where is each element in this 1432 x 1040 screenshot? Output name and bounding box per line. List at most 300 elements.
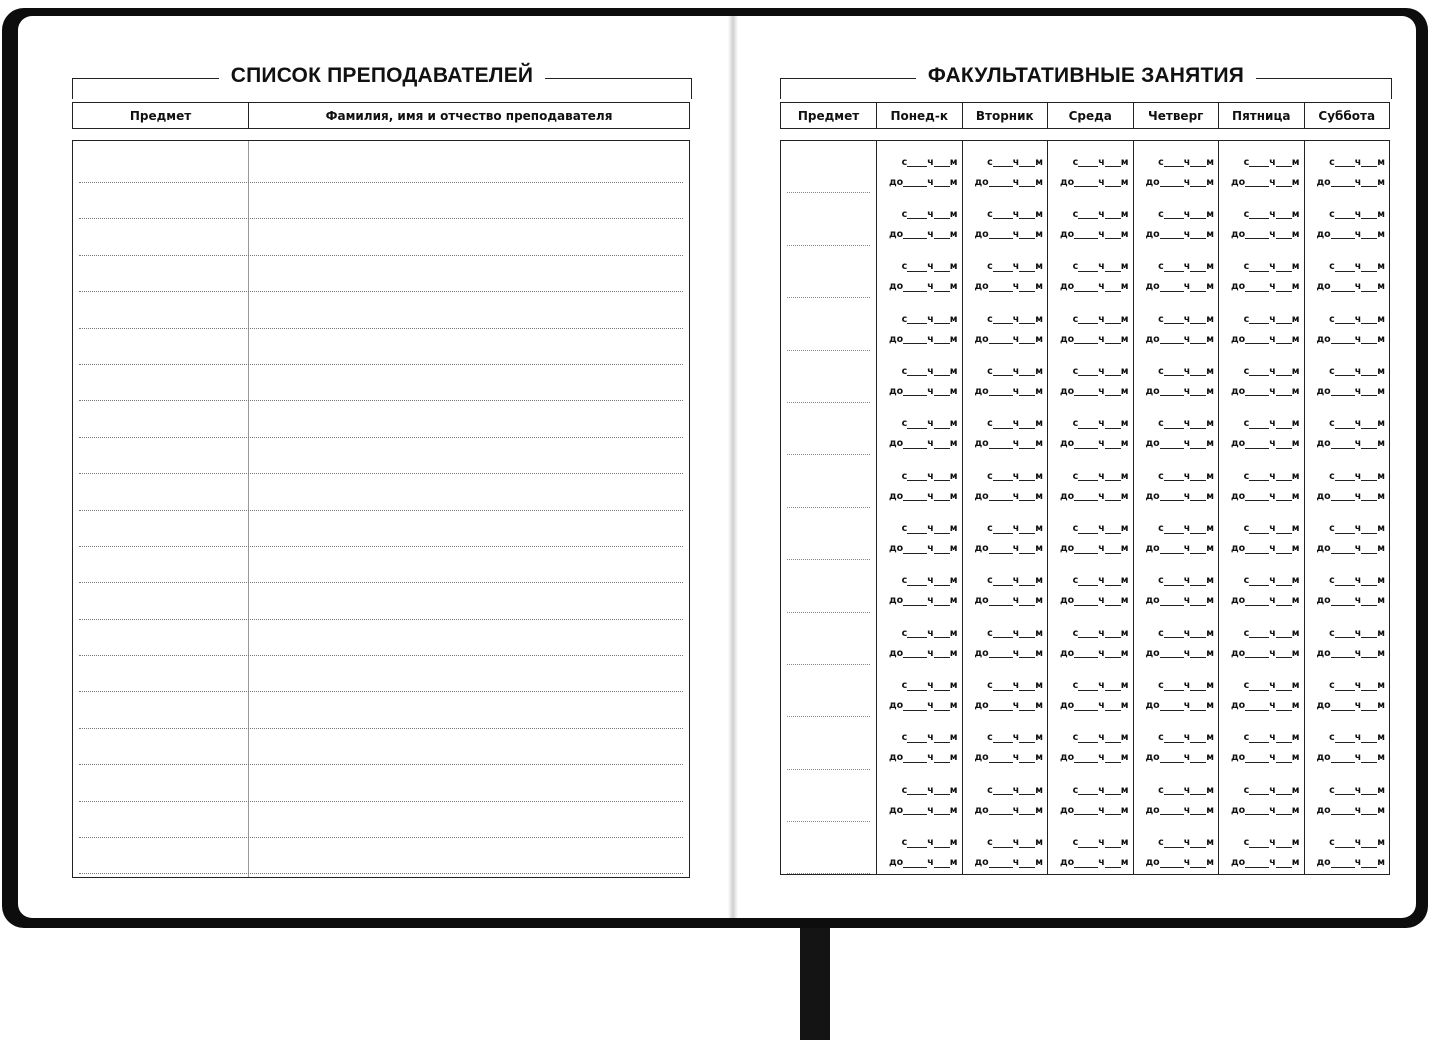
time-blank[interactable] <box>993 156 1013 167</box>
time-blank[interactable] <box>1078 627 1098 638</box>
time-slot[interactable] <box>1048 298 1133 350</box>
time-blank[interactable] <box>1276 804 1292 815</box>
time-blank[interactable] <box>1190 313 1206 324</box>
time-blank[interactable] <box>1160 385 1184 396</box>
time-slot[interactable] <box>877 769 962 821</box>
time-blank[interactable] <box>1019 804 1035 815</box>
time-blank[interactable] <box>1245 543 1269 554</box>
time-blank[interactable] <box>989 176 1013 187</box>
time-blank[interactable] <box>934 857 950 868</box>
time-blank[interactable] <box>903 857 927 868</box>
time-blank[interactable] <box>1019 228 1035 239</box>
time-blank[interactable] <box>993 470 1013 481</box>
time-slot[interactable] <box>963 141 1048 193</box>
time-blank[interactable] <box>1361 732 1377 743</box>
time-blank[interactable] <box>1074 543 1098 554</box>
time-blank[interactable] <box>1190 752 1206 763</box>
time-blank[interactable] <box>1164 156 1184 167</box>
time-blank[interactable] <box>903 804 927 815</box>
time-blank[interactable] <box>1078 313 1098 324</box>
time-blank[interactable] <box>934 438 950 449</box>
teacher-entry-row[interactable] <box>79 401 683 437</box>
time-blank[interactable] <box>1105 543 1121 554</box>
time-blank[interactable] <box>1361 700 1377 711</box>
time-blank[interactable] <box>934 176 950 187</box>
time-slot[interactable] <box>1219 717 1304 769</box>
elective-subject-row[interactable] <box>787 508 870 560</box>
time-blank[interactable] <box>907 261 927 272</box>
time-blank[interactable] <box>1074 857 1098 868</box>
time-blank[interactable] <box>1105 752 1121 763</box>
time-slot[interactable] <box>877 403 962 455</box>
time-blank[interactable] <box>1249 837 1269 848</box>
time-blank[interactable] <box>1276 595 1292 606</box>
teacher-entry-row[interactable] <box>79 365 683 401</box>
time-blank[interactable] <box>934 365 950 376</box>
time-slot[interactable] <box>963 350 1048 402</box>
time-slot[interactable] <box>1048 141 1133 193</box>
time-blank[interactable] <box>934 647 950 658</box>
time-slot[interactable] <box>1134 455 1219 507</box>
time-blank[interactable] <box>1245 700 1269 711</box>
time-blank[interactable] <box>1074 176 1098 187</box>
time-blank[interactable] <box>1190 438 1206 449</box>
time-blank[interactable] <box>1078 156 1098 167</box>
time-blank[interactable] <box>1335 156 1355 167</box>
time-slot[interactable] <box>1134 717 1219 769</box>
time-blank[interactable] <box>1361 627 1377 638</box>
time-blank[interactable] <box>1276 680 1292 691</box>
time-slot[interactable] <box>877 612 962 664</box>
time-slot[interactable] <box>1305 246 1390 298</box>
time-blank[interactable] <box>1074 228 1098 239</box>
time-blank[interactable] <box>934 732 950 743</box>
time-blank[interactable] <box>1276 156 1292 167</box>
time-blank[interactable] <box>1335 208 1355 219</box>
time-blank[interactable] <box>1249 313 1269 324</box>
time-blank[interactable] <box>1074 752 1098 763</box>
time-blank[interactable] <box>1249 365 1269 376</box>
time-blank[interactable] <box>1361 837 1377 848</box>
time-blank[interactable] <box>1105 490 1121 501</box>
time-blank[interactable] <box>989 385 1013 396</box>
bookmark-ribbon[interactable] <box>800 928 830 1040</box>
time-blank[interactable] <box>1276 385 1292 396</box>
time-blank[interactable] <box>934 680 950 691</box>
time-blank[interactable] <box>903 438 927 449</box>
time-slot[interactable] <box>1048 717 1133 769</box>
time-blank[interactable] <box>1164 418 1184 429</box>
time-blank[interactable] <box>1276 647 1292 658</box>
time-blank[interactable] <box>1361 784 1377 795</box>
time-blank[interactable] <box>1276 333 1292 344</box>
time-blank[interactable] <box>1078 837 1098 848</box>
time-blank[interactable] <box>993 208 1013 219</box>
time-blank[interactable] <box>993 732 1013 743</box>
time-blank[interactable] <box>1331 804 1355 815</box>
time-blank[interactable] <box>1361 156 1377 167</box>
time-blank[interactable] <box>1190 208 1206 219</box>
time-blank[interactable] <box>1331 490 1355 501</box>
time-blank[interactable] <box>1105 575 1121 586</box>
time-blank[interactable] <box>1249 575 1269 586</box>
time-slot[interactable] <box>1219 350 1304 402</box>
time-blank[interactable] <box>1074 647 1098 658</box>
time-blank[interactable] <box>1019 261 1035 272</box>
time-blank[interactable] <box>1105 627 1121 638</box>
time-slot[interactable] <box>1219 508 1304 560</box>
time-slot[interactable] <box>1134 560 1219 612</box>
time-blank[interactable] <box>1276 732 1292 743</box>
time-blank[interactable] <box>1019 333 1035 344</box>
time-blank[interactable] <box>1361 752 1377 763</box>
time-slot[interactable] <box>1048 403 1133 455</box>
time-blank[interactable] <box>1245 857 1269 868</box>
teacher-entry-row[interactable] <box>79 583 683 619</box>
time-blank[interactable] <box>1245 647 1269 658</box>
time-blank[interactable] <box>1019 784 1035 795</box>
time-blank[interactable] <box>1074 595 1098 606</box>
time-slot[interactable] <box>1048 665 1133 717</box>
teacher-entry-row[interactable] <box>79 802 683 838</box>
time-slot[interactable] <box>1134 350 1219 402</box>
time-blank[interactable] <box>1078 523 1098 534</box>
time-blank[interactable] <box>1105 857 1121 868</box>
time-blank[interactable] <box>1160 490 1184 501</box>
time-blank[interactable] <box>989 543 1013 554</box>
time-blank[interactable] <box>1361 804 1377 815</box>
time-blank[interactable] <box>1019 385 1035 396</box>
time-blank[interactable] <box>1245 333 1269 344</box>
time-slot[interactable] <box>1305 193 1390 245</box>
time-blank[interactable] <box>934 313 950 324</box>
time-blank[interactable] <box>1331 385 1355 396</box>
time-blank[interactable] <box>1335 313 1355 324</box>
time-blank[interactable] <box>903 385 927 396</box>
time-blank[interactable] <box>1190 804 1206 815</box>
time-blank[interactable] <box>1276 752 1292 763</box>
time-blank[interactable] <box>903 700 927 711</box>
time-blank[interactable] <box>903 490 927 501</box>
time-blank[interactable] <box>1164 627 1184 638</box>
time-blank[interactable] <box>1361 176 1377 187</box>
time-slot[interactable] <box>1305 403 1390 455</box>
time-blank[interactable] <box>1361 575 1377 586</box>
time-blank[interactable] <box>934 627 950 638</box>
time-blank[interactable] <box>1276 700 1292 711</box>
time-blank[interactable] <box>1361 261 1377 272</box>
elective-subject-row[interactable] <box>787 403 870 455</box>
time-blank[interactable] <box>1019 857 1035 868</box>
time-blank[interactable] <box>1331 281 1355 292</box>
time-blank[interactable] <box>989 752 1013 763</box>
teacher-entry-row[interactable] <box>79 620 683 656</box>
time-blank[interactable] <box>1019 470 1035 481</box>
time-blank[interactable] <box>1361 313 1377 324</box>
time-slot[interactable] <box>963 403 1048 455</box>
time-slot[interactable] <box>1219 246 1304 298</box>
time-slot[interactable] <box>1219 560 1304 612</box>
time-blank[interactable] <box>907 523 927 534</box>
teacher-entry-row[interactable] <box>79 765 683 801</box>
time-slot[interactable] <box>1305 717 1390 769</box>
time-blank[interactable] <box>1164 575 1184 586</box>
time-blank[interactable] <box>1164 523 1184 534</box>
time-blank[interactable] <box>1276 523 1292 534</box>
time-blank[interactable] <box>907 208 927 219</box>
time-blank[interactable] <box>934 595 950 606</box>
time-blank[interactable] <box>1160 176 1184 187</box>
time-blank[interactable] <box>1276 176 1292 187</box>
time-blank[interactable] <box>1190 595 1206 606</box>
time-blank[interactable] <box>1361 438 1377 449</box>
time-slot[interactable] <box>1048 769 1133 821</box>
time-blank[interactable] <box>993 313 1013 324</box>
time-slot[interactable] <box>1048 508 1133 560</box>
time-blank[interactable] <box>1164 680 1184 691</box>
time-slot[interactable] <box>1305 560 1390 612</box>
time-blank[interactable] <box>1335 523 1355 534</box>
time-blank[interactable] <box>1105 680 1121 691</box>
time-slot[interactable] <box>1219 193 1304 245</box>
time-blank[interactable] <box>1019 595 1035 606</box>
time-slot[interactable] <box>1134 822 1219 874</box>
time-blank[interactable] <box>1276 365 1292 376</box>
time-blank[interactable] <box>993 575 1013 586</box>
time-blank[interactable] <box>1105 333 1121 344</box>
time-blank[interactable] <box>1019 418 1035 429</box>
time-slot[interactable] <box>1048 246 1133 298</box>
time-blank[interactable] <box>989 490 1013 501</box>
time-blank[interactable] <box>934 418 950 429</box>
time-blank[interactable] <box>1361 281 1377 292</box>
time-slot[interactable] <box>1219 455 1304 507</box>
time-slot[interactable] <box>1048 350 1133 402</box>
time-slot[interactable] <box>1048 560 1133 612</box>
time-slot[interactable] <box>1134 403 1219 455</box>
elective-subject-row[interactable] <box>787 193 870 245</box>
time-blank[interactable] <box>903 752 927 763</box>
time-blank[interactable] <box>1019 490 1035 501</box>
time-blank[interactable] <box>1276 543 1292 554</box>
time-blank[interactable] <box>1361 208 1377 219</box>
time-blank[interactable] <box>934 700 950 711</box>
time-blank[interactable] <box>989 281 1013 292</box>
time-slot[interactable] <box>877 822 962 874</box>
time-blank[interactable] <box>1164 784 1184 795</box>
elective-subject-row[interactable] <box>787 298 870 350</box>
time-blank[interactable] <box>1078 784 1098 795</box>
elective-subject-row[interactable] <box>787 560 870 612</box>
time-slot[interactable] <box>963 298 1048 350</box>
time-slot[interactable] <box>1305 508 1390 560</box>
time-blank[interactable] <box>1249 784 1269 795</box>
time-blank[interactable] <box>907 784 927 795</box>
time-blank[interactable] <box>1276 857 1292 868</box>
time-blank[interactable] <box>1331 752 1355 763</box>
time-blank[interactable] <box>1019 700 1035 711</box>
time-blank[interactable] <box>1335 837 1355 848</box>
time-blank[interactable] <box>1160 281 1184 292</box>
time-blank[interactable] <box>1190 156 1206 167</box>
time-blank[interactable] <box>934 752 950 763</box>
time-blank[interactable] <box>1105 228 1121 239</box>
teacher-entry-row[interactable] <box>79 292 683 328</box>
time-slot[interactable] <box>1305 822 1390 874</box>
time-blank[interactable] <box>1019 365 1035 376</box>
time-slot[interactable] <box>1305 350 1390 402</box>
elective-subject-row[interactable] <box>787 822 870 874</box>
time-blank[interactable] <box>1019 281 1035 292</box>
time-blank[interactable] <box>1276 837 1292 848</box>
time-slot[interactable] <box>1219 769 1304 821</box>
time-blank[interactable] <box>1190 365 1206 376</box>
time-blank[interactable] <box>1361 418 1377 429</box>
time-slot[interactable] <box>877 246 962 298</box>
time-blank[interactable] <box>907 627 927 638</box>
teacher-entry-row[interactable] <box>79 729 683 765</box>
time-blank[interactable] <box>1276 261 1292 272</box>
time-blank[interactable] <box>1331 228 1355 239</box>
time-blank[interactable] <box>1105 261 1121 272</box>
time-blank[interactable] <box>1249 261 1269 272</box>
teacher-entry-row[interactable] <box>79 183 683 219</box>
time-blank[interactable] <box>1074 490 1098 501</box>
time-blank[interactable] <box>1164 732 1184 743</box>
time-blank[interactable] <box>907 732 927 743</box>
time-slot[interactable] <box>877 665 962 717</box>
time-blank[interactable] <box>907 365 927 376</box>
time-blank[interactable] <box>1249 208 1269 219</box>
time-blank[interactable] <box>1105 438 1121 449</box>
time-slot[interactable] <box>877 193 962 245</box>
time-blank[interactable] <box>989 333 1013 344</box>
time-slot[interactable] <box>877 141 962 193</box>
time-blank[interactable] <box>1019 647 1035 658</box>
time-blank[interactable] <box>1249 627 1269 638</box>
time-blank[interactable] <box>1190 176 1206 187</box>
time-blank[interactable] <box>1160 438 1184 449</box>
time-blank[interactable] <box>934 281 950 292</box>
teacher-entry-row[interactable] <box>79 838 683 874</box>
time-blank[interactable] <box>1105 365 1121 376</box>
time-blank[interactable] <box>1249 156 1269 167</box>
time-blank[interactable] <box>1361 385 1377 396</box>
time-slot[interactable] <box>877 298 962 350</box>
time-blank[interactable] <box>1335 627 1355 638</box>
time-blank[interactable] <box>1160 595 1184 606</box>
time-blank[interactable] <box>993 784 1013 795</box>
time-blank[interactable] <box>993 418 1013 429</box>
time-blank[interactable] <box>1245 804 1269 815</box>
time-blank[interactable] <box>1019 438 1035 449</box>
time-blank[interactable] <box>1361 523 1377 534</box>
time-slot[interactable] <box>1048 822 1133 874</box>
time-blank[interactable] <box>1190 261 1206 272</box>
time-blank[interactable] <box>934 837 950 848</box>
time-blank[interactable] <box>1190 333 1206 344</box>
time-blank[interactable] <box>1164 837 1184 848</box>
time-blank[interactable] <box>903 281 927 292</box>
time-blank[interactable] <box>1335 365 1355 376</box>
time-blank[interactable] <box>1190 680 1206 691</box>
time-blank[interactable] <box>1019 176 1035 187</box>
time-blank[interactable] <box>1074 700 1098 711</box>
time-blank[interactable] <box>1190 228 1206 239</box>
time-blank[interactable] <box>1190 490 1206 501</box>
time-blank[interactable] <box>1160 228 1184 239</box>
time-blank[interactable] <box>1190 470 1206 481</box>
time-blank[interactable] <box>1164 365 1184 376</box>
time-slot[interactable] <box>1134 246 1219 298</box>
time-blank[interactable] <box>934 208 950 219</box>
time-blank[interactable] <box>1160 543 1184 554</box>
time-blank[interactable] <box>934 261 950 272</box>
time-blank[interactable] <box>1249 523 1269 534</box>
time-blank[interactable] <box>993 365 1013 376</box>
elective-subject-row[interactable] <box>787 246 870 298</box>
time-blank[interactable] <box>1335 575 1355 586</box>
time-blank[interactable] <box>1245 752 1269 763</box>
time-slot[interactable] <box>963 612 1048 664</box>
elective-subject-row[interactable] <box>787 770 870 822</box>
time-blank[interactable] <box>1160 700 1184 711</box>
time-slot[interactable] <box>1048 612 1133 664</box>
time-blank[interactable] <box>903 647 927 658</box>
time-blank[interactable] <box>1190 627 1206 638</box>
time-blank[interactable] <box>1078 261 1098 272</box>
time-blank[interactable] <box>1335 261 1355 272</box>
elective-subject-row[interactable] <box>787 613 870 665</box>
elective-subject-row[interactable] <box>787 351 870 403</box>
time-blank[interactable] <box>1331 647 1355 658</box>
time-blank[interactable] <box>1164 313 1184 324</box>
time-blank[interactable] <box>907 156 927 167</box>
teacher-entry-row[interactable] <box>79 141 683 183</box>
teacher-entry-row[interactable] <box>79 656 683 692</box>
time-slot[interactable] <box>963 193 1048 245</box>
time-blank[interactable] <box>907 418 927 429</box>
time-blank[interactable] <box>989 804 1013 815</box>
time-blank[interactable] <box>989 647 1013 658</box>
time-slot[interactable] <box>1134 141 1219 193</box>
time-slot[interactable] <box>963 455 1048 507</box>
time-blank[interactable] <box>1249 470 1269 481</box>
time-slot[interactable] <box>1305 612 1390 664</box>
time-blank[interactable] <box>989 857 1013 868</box>
time-blank[interactable] <box>907 837 927 848</box>
time-blank[interactable] <box>1019 575 1035 586</box>
time-blank[interactable] <box>1190 784 1206 795</box>
time-slot[interactable] <box>1219 298 1304 350</box>
time-blank[interactable] <box>1160 857 1184 868</box>
time-blank[interactable] <box>903 595 927 606</box>
time-blank[interactable] <box>1105 784 1121 795</box>
time-blank[interactable] <box>1105 281 1121 292</box>
time-blank[interactable] <box>1335 784 1355 795</box>
time-blank[interactable] <box>1164 470 1184 481</box>
time-slot[interactable] <box>963 769 1048 821</box>
time-blank[interactable] <box>1160 752 1184 763</box>
time-blank[interactable] <box>1190 837 1206 848</box>
time-blank[interactable] <box>1190 543 1206 554</box>
time-slot[interactable] <box>1305 141 1390 193</box>
time-blank[interactable] <box>903 228 927 239</box>
time-blank[interactable] <box>1078 365 1098 376</box>
time-slot[interactable] <box>1219 665 1304 717</box>
time-slot[interactable] <box>877 508 962 560</box>
time-blank[interactable] <box>1019 837 1035 848</box>
